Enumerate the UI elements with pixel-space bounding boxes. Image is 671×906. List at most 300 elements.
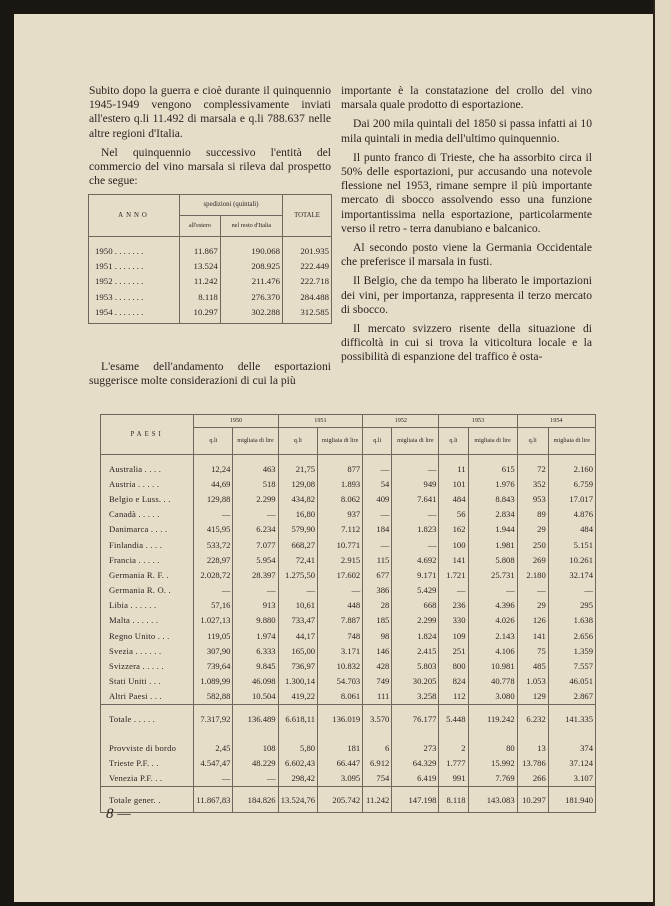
value-cell: 236 xyxy=(439,598,468,613)
value-cell: 16,80 xyxy=(278,507,317,522)
value-cell: 129 xyxy=(517,689,548,705)
value-cell: 37.124 xyxy=(548,755,595,770)
value-cell: 10.832 xyxy=(318,658,363,673)
header-qli: q.li xyxy=(517,428,548,455)
value-cell: 5.429 xyxy=(392,583,439,598)
value-cell: 6.618,11 xyxy=(278,705,317,733)
value-cell: 484 xyxy=(548,522,595,537)
header-spedizioni: spedizioni (quintali) xyxy=(180,195,283,216)
paragraph: Il Belgio, che da tempo ha liberato le importazioni dei vini, per importanza, rappresenta il terzo mercato di sbocco. xyxy=(341,274,592,316)
value-cell: 66.447 xyxy=(318,755,363,770)
value-cell: 75 xyxy=(517,643,548,658)
value-cell: — xyxy=(439,583,468,598)
header-resto: nel resto d'Italia xyxy=(220,216,282,237)
value-cell: 7.641 xyxy=(392,491,439,506)
value-cell: — xyxy=(194,771,233,787)
value-cell: — xyxy=(392,537,439,552)
value-cell: 80 xyxy=(468,732,517,755)
value-cell: 129,88 xyxy=(194,491,233,506)
value-cell: 1.823 xyxy=(392,522,439,537)
value-cell: 11.242 xyxy=(180,274,221,289)
value-cell: 11.867 xyxy=(180,237,221,259)
country-cell: Francia . . . . . xyxy=(101,552,194,567)
header-year: 1951 xyxy=(278,415,363,428)
value-cell: 251 xyxy=(439,643,468,658)
value-cell: — xyxy=(517,583,548,598)
value-cell: 6.759 xyxy=(548,476,595,491)
value-cell: 3.107 xyxy=(548,771,595,787)
value-cell: 28 xyxy=(363,598,392,613)
country-cell: Germania R. O. . xyxy=(101,583,194,598)
value-cell: 211.476 xyxy=(220,274,282,289)
value-cell: 10,61 xyxy=(278,598,317,613)
value-cell: 2.656 xyxy=(548,628,595,643)
value-cell: 111 xyxy=(363,689,392,705)
total-cell: 222.718 xyxy=(283,274,332,289)
value-cell: 748 xyxy=(318,628,363,643)
value-cell: 1.638 xyxy=(548,613,595,628)
value-cell: 2.028,72 xyxy=(194,567,233,582)
value-cell: 8.118 xyxy=(439,786,468,812)
header-year: 1954 xyxy=(517,415,595,428)
table-row xyxy=(101,567,596,582)
value-cell: — xyxy=(363,455,392,477)
header-estero: all'estero xyxy=(180,216,221,237)
value-cell: 7.769 xyxy=(468,771,517,787)
country-cell: Provviste di bordo xyxy=(101,732,194,755)
value-cell: 2.299 xyxy=(392,613,439,628)
value-cell: 937 xyxy=(318,507,363,522)
table-row xyxy=(101,689,596,705)
table-row xyxy=(101,628,596,643)
value-cell: 1.893 xyxy=(318,476,363,491)
country-cell: Svizzera . . . . . xyxy=(101,658,194,673)
value-cell: 2.915 xyxy=(318,552,363,567)
value-cell: 5.151 xyxy=(548,537,595,552)
table-row xyxy=(101,552,596,567)
country-cell: Austria . . . . . xyxy=(101,476,194,491)
paragraph: Al secondo posto viene la Germania Occidentale che preferisce il marsala in fusti. xyxy=(341,241,592,269)
value-cell: 2.143 xyxy=(468,628,517,643)
value-cell: 29 xyxy=(517,522,548,537)
value-cell: — xyxy=(392,507,439,522)
header-qli: q.li xyxy=(363,428,392,455)
value-cell: 2,45 xyxy=(194,732,233,755)
left-column-continued xyxy=(89,360,331,388)
header-qli: q.li xyxy=(194,428,233,455)
value-cell: 463 xyxy=(233,455,278,477)
value-cell: 1.974 xyxy=(233,628,278,643)
table-row xyxy=(101,658,596,673)
table-row xyxy=(89,258,332,273)
table-row xyxy=(101,643,596,658)
value-cell: 17.017 xyxy=(548,491,595,506)
table-row xyxy=(101,786,596,812)
table-row xyxy=(89,304,332,324)
value-cell: 119,05 xyxy=(194,628,233,643)
value-cell: 190.068 xyxy=(220,237,282,259)
summary-table xyxy=(88,194,332,324)
value-cell: 7.887 xyxy=(318,613,363,628)
value-cell: 89 xyxy=(517,507,548,522)
value-cell: — xyxy=(363,537,392,552)
header-lire: migliaia di lire xyxy=(548,428,595,455)
paragraph: Il mercato svizzero risente della situazione di difficoltà in cui si trova la viticoltura locale e la possibilità di espanzione del traffico è osta- xyxy=(341,322,592,364)
header-totale: TOTALE xyxy=(283,195,332,237)
country-cell: Totale gener. . xyxy=(101,786,194,812)
value-cell: 269 xyxy=(517,552,548,567)
country-cell: Totale . . . . . xyxy=(101,705,194,733)
value-cell: 44,17 xyxy=(278,628,317,643)
value-cell: 4.396 xyxy=(468,598,517,613)
value-cell: 3.171 xyxy=(318,643,363,658)
value-cell: 953 xyxy=(517,491,548,506)
value-cell: — xyxy=(194,507,233,522)
value-cell: 484 xyxy=(439,491,468,506)
country-cell: Stati Uniti . . . xyxy=(101,674,194,689)
value-cell: 185 xyxy=(363,613,392,628)
value-cell: 677 xyxy=(363,567,392,582)
value-cell: 295 xyxy=(548,598,595,613)
value-cell: 2.299 xyxy=(233,491,278,506)
value-cell: 141 xyxy=(517,628,548,643)
value-cell: 13 xyxy=(517,732,548,755)
value-cell: 10.297 xyxy=(517,786,548,812)
value-cell: 184.826 xyxy=(233,786,278,812)
year-cell: 1953 . . . . . . . xyxy=(89,289,180,304)
value-cell: 136.489 xyxy=(233,705,278,733)
value-cell: 108 xyxy=(233,732,278,755)
value-cell: 4.026 xyxy=(468,613,517,628)
value-cell: 1.275,50 xyxy=(278,567,317,582)
value-cell: 8.843 xyxy=(468,491,517,506)
value-cell: 615 xyxy=(468,455,517,477)
value-cell: 3.095 xyxy=(318,771,363,787)
value-cell: 739,64 xyxy=(194,658,233,673)
table-row xyxy=(101,583,596,598)
paragraph: L'esame dell'andamento delle esportazioni suggerisce molte considerazioni di cui la più xyxy=(89,360,331,388)
value-cell: 352 xyxy=(517,476,548,491)
value-cell: — xyxy=(233,583,278,598)
header-year: 1952 xyxy=(363,415,439,428)
paragraph: Nel quinquennio successivo l'entità del commercio del vino marsala si rileva dal prospetto che segue: xyxy=(89,145,331,188)
value-cell: 7.112 xyxy=(318,522,363,537)
value-cell: 5.803 xyxy=(392,658,439,673)
value-cell: 330 xyxy=(439,613,468,628)
value-cell: 824 xyxy=(439,674,468,689)
value-cell: 9.880 xyxy=(233,613,278,628)
value-cell: — xyxy=(233,771,278,787)
value-cell: 2.180 xyxy=(517,567,548,582)
value-cell: 1.777 xyxy=(439,755,468,770)
country-cell: Regno Unito . . . xyxy=(101,628,194,643)
value-cell: 40.778 xyxy=(468,674,517,689)
table-row xyxy=(101,491,596,506)
value-cell: 298,42 xyxy=(278,771,317,787)
value-cell: 4.692 xyxy=(392,552,439,567)
table-row xyxy=(101,732,596,755)
header-lire: migliaia di lire xyxy=(392,428,439,455)
value-cell: 11.867,83 xyxy=(194,786,233,812)
export-table xyxy=(100,414,596,813)
value-cell: 30.205 xyxy=(392,674,439,689)
country-cell: Venezia P.F. . . xyxy=(101,771,194,787)
country-cell: Belgio e Luss. . . xyxy=(101,491,194,506)
value-cell: 100 xyxy=(439,537,468,552)
value-cell: 64.329 xyxy=(392,755,439,770)
value-cell: 800 xyxy=(439,658,468,673)
table-row xyxy=(101,537,596,552)
value-cell: 13.786 xyxy=(517,755,548,770)
value-cell: 1.300,14 xyxy=(278,674,317,689)
value-cell: 4.106 xyxy=(468,643,517,658)
value-cell: 2.160 xyxy=(548,455,595,477)
table-row xyxy=(89,274,332,289)
total-cell: 312.585 xyxy=(283,304,332,324)
value-cell: 2.834 xyxy=(468,507,517,522)
year-cell: 1954 . . . . . . . xyxy=(89,304,180,324)
value-cell: 54.703 xyxy=(318,674,363,689)
value-cell: 409 xyxy=(363,491,392,506)
value-cell: 448 xyxy=(318,598,363,613)
table-row xyxy=(101,507,596,522)
value-cell: 7.317,92 xyxy=(194,705,233,733)
value-cell: 10.771 xyxy=(318,537,363,552)
table-row xyxy=(101,705,596,733)
value-cell: 126 xyxy=(517,613,548,628)
value-cell: 579,90 xyxy=(278,522,317,537)
header-paesi: PAESI xyxy=(101,415,194,455)
value-cell: 6.912 xyxy=(363,755,392,770)
value-cell: 32.174 xyxy=(548,567,595,582)
value-cell: 208.925 xyxy=(220,258,282,273)
value-cell: 46.098 xyxy=(233,674,278,689)
value-cell: 112 xyxy=(439,689,468,705)
table-row xyxy=(101,455,596,477)
value-cell: 8.118 xyxy=(180,289,221,304)
value-cell: 533,72 xyxy=(194,537,233,552)
value-cell: 15.992 xyxy=(468,755,517,770)
value-cell: 6.602,43 xyxy=(278,755,317,770)
paragraph: importante è la constatazione del crollo del vino marsala quale prodotto di esportazione. xyxy=(341,84,592,112)
value-cell: 146 xyxy=(363,643,392,658)
value-cell: 1.027,13 xyxy=(194,613,233,628)
value-cell: 11.242 xyxy=(363,786,392,812)
value-cell: 1.976 xyxy=(468,476,517,491)
value-cell: 415,95 xyxy=(194,522,233,537)
value-cell: 10.504 xyxy=(233,689,278,705)
value-cell: 518 xyxy=(233,476,278,491)
value-cell: 1.981 xyxy=(468,537,517,552)
country-cell: Australia . . . . xyxy=(101,455,194,477)
left-column xyxy=(89,84,331,193)
value-cell: 1.053 xyxy=(517,674,548,689)
value-cell: 72 xyxy=(517,455,548,477)
value-cell: 10.297 xyxy=(180,304,221,324)
value-cell: 668 xyxy=(392,598,439,613)
value-cell: 46.051 xyxy=(548,674,595,689)
value-cell: 1.089,99 xyxy=(194,674,233,689)
year-cell: 1950 . . . . . . . xyxy=(89,237,180,259)
value-cell: 7.077 xyxy=(233,537,278,552)
paragraph: Il punto franco di Trieste, che ha assorbito circa il 50% delle esportazioni, pur accusando una notevole flessione nel 1953, rimane sempre il più importante mercato di sbocco assolvendo esso una funzione importantissima nella esportazione, particolarmente verso il retro - terra danubiano e balcanico. xyxy=(341,150,592,235)
value-cell: 6.232 xyxy=(517,705,548,733)
table-row xyxy=(89,237,332,259)
value-cell: — xyxy=(468,583,517,598)
value-cell: 17.602 xyxy=(318,567,363,582)
value-cell: 5.448 xyxy=(439,705,468,733)
value-cell: 29 xyxy=(517,598,548,613)
table-row xyxy=(101,755,596,770)
header-qli: q.li xyxy=(439,428,468,455)
country-cell: Danimarca . . . . xyxy=(101,522,194,537)
value-cell: 13.524 xyxy=(180,258,221,273)
country-cell: Svezia . . . . . . xyxy=(101,643,194,658)
year-cell: 1952 . . . . . . . xyxy=(89,274,180,289)
value-cell: 98 xyxy=(363,628,392,643)
value-cell: 6.333 xyxy=(233,643,278,658)
value-cell: 913 xyxy=(233,598,278,613)
table-row xyxy=(89,289,332,304)
value-cell: 4.876 xyxy=(548,507,595,522)
value-cell: 1.359 xyxy=(548,643,595,658)
value-cell: 9.171 xyxy=(392,567,439,582)
value-cell: 5,80 xyxy=(278,732,317,755)
value-cell: 141.335 xyxy=(548,705,595,733)
value-cell: 877 xyxy=(318,455,363,477)
country-cell: Germania R. F. . xyxy=(101,567,194,582)
summary-table-body xyxy=(89,237,332,324)
value-cell: 3.080 xyxy=(468,689,517,705)
value-cell: 582,88 xyxy=(194,689,233,705)
value-cell: — xyxy=(363,507,392,522)
table-row xyxy=(101,522,596,537)
value-cell: 141 xyxy=(439,552,468,567)
header-year: 1953 xyxy=(439,415,517,428)
value-cell: 6 xyxy=(363,732,392,755)
table-row xyxy=(101,771,596,787)
value-cell: 273 xyxy=(392,732,439,755)
value-cell: 129,08 xyxy=(278,476,317,491)
value-cell: 1.944 xyxy=(468,522,517,537)
value-cell: 162 xyxy=(439,522,468,537)
value-cell: 10.261 xyxy=(548,552,595,567)
country-cell: Canadà . . . . . xyxy=(101,507,194,522)
value-cell: 6.234 xyxy=(233,522,278,537)
value-cell: 205.742 xyxy=(318,786,363,812)
table-row xyxy=(101,674,596,689)
value-cell: 374 xyxy=(548,732,595,755)
value-cell: 143.083 xyxy=(468,786,517,812)
value-cell: — xyxy=(278,583,317,598)
value-cell: 76.177 xyxy=(392,705,439,733)
value-cell: — xyxy=(548,583,595,598)
value-cell: 949 xyxy=(392,476,439,491)
page-number: 8 — xyxy=(106,806,131,822)
country-cell: Trieste P.F. . . xyxy=(101,755,194,770)
value-cell: 109 xyxy=(439,628,468,643)
value-cell: 428 xyxy=(363,658,392,673)
value-cell: 386 xyxy=(363,583,392,598)
table-row xyxy=(101,613,596,628)
value-cell: 5.954 xyxy=(233,552,278,567)
value-cell: 184 xyxy=(363,522,392,537)
value-cell: 48.229 xyxy=(233,755,278,770)
value-cell: 6.419 xyxy=(392,771,439,787)
value-cell: 13.524,76 xyxy=(278,786,317,812)
right-column xyxy=(341,84,592,370)
next-page-edge xyxy=(653,0,671,906)
value-cell: 165,00 xyxy=(278,643,317,658)
value-cell: 181.940 xyxy=(548,786,595,812)
value-cell: 736,97 xyxy=(278,658,317,673)
value-cell: 307,90 xyxy=(194,643,233,658)
value-cell: 9.845 xyxy=(233,658,278,673)
value-cell: 991 xyxy=(439,771,468,787)
value-cell: — xyxy=(194,583,233,598)
country-cell: Libia . . . . . . xyxy=(101,598,194,613)
value-cell: — xyxy=(233,507,278,522)
value-cell: 733,47 xyxy=(278,613,317,628)
value-cell: 8.062 xyxy=(318,491,363,506)
total-cell: 201.935 xyxy=(283,237,332,259)
value-cell: 54 xyxy=(363,476,392,491)
value-cell: 56 xyxy=(439,507,468,522)
value-cell: 44,69 xyxy=(194,476,233,491)
header-year: 1950 xyxy=(194,415,278,428)
value-cell: 11 xyxy=(439,455,468,477)
value-cell: 147.198 xyxy=(392,786,439,812)
value-cell: 3.570 xyxy=(363,705,392,733)
value-cell: 181 xyxy=(318,732,363,755)
value-cell: 250 xyxy=(517,537,548,552)
year-cell: 1951 . . . . . . . xyxy=(89,258,180,273)
country-cell: Altri Paesi . . . xyxy=(101,689,194,705)
value-cell: 10.981 xyxy=(468,658,517,673)
value-cell: 3.258 xyxy=(392,689,439,705)
paragraph: Dai 200 mila quintali del 1850 si passa infatti ai 10 mila quintali in media dell'ultimo quinquennio. xyxy=(341,117,592,145)
total-cell: 284.488 xyxy=(283,289,332,304)
value-cell: 7.557 xyxy=(548,658,595,673)
value-cell: 276.370 xyxy=(220,289,282,304)
value-cell: 485 xyxy=(517,658,548,673)
header-anno: ANNO xyxy=(89,195,180,237)
value-cell: 2 xyxy=(439,732,468,755)
export-table-body xyxy=(101,455,596,813)
country-cell: Malta . . . . . . xyxy=(101,613,194,628)
value-cell: 749 xyxy=(363,674,392,689)
table-row xyxy=(101,598,596,613)
total-cell: 222.449 xyxy=(283,258,332,273)
value-cell: 136.019 xyxy=(318,705,363,733)
value-cell: 754 xyxy=(363,771,392,787)
value-cell: 5.808 xyxy=(468,552,517,567)
header-lire: migliaia di lire xyxy=(318,428,363,455)
value-cell: 2.867 xyxy=(548,689,595,705)
value-cell: 101 xyxy=(439,476,468,491)
value-cell: 115 xyxy=(363,552,392,567)
header-lire: migliaia di lire xyxy=(233,428,278,455)
value-cell: 266 xyxy=(517,771,548,787)
country-cell: Finlandia . . . . xyxy=(101,537,194,552)
header-qli: q.li xyxy=(278,428,317,455)
value-cell: 28.397 xyxy=(233,567,278,582)
value-cell: 2.415 xyxy=(392,643,439,658)
value-cell: 1.721 xyxy=(439,567,468,582)
value-cell: 72,41 xyxy=(278,552,317,567)
value-cell: — xyxy=(318,583,363,598)
value-cell: 419,22 xyxy=(278,689,317,705)
